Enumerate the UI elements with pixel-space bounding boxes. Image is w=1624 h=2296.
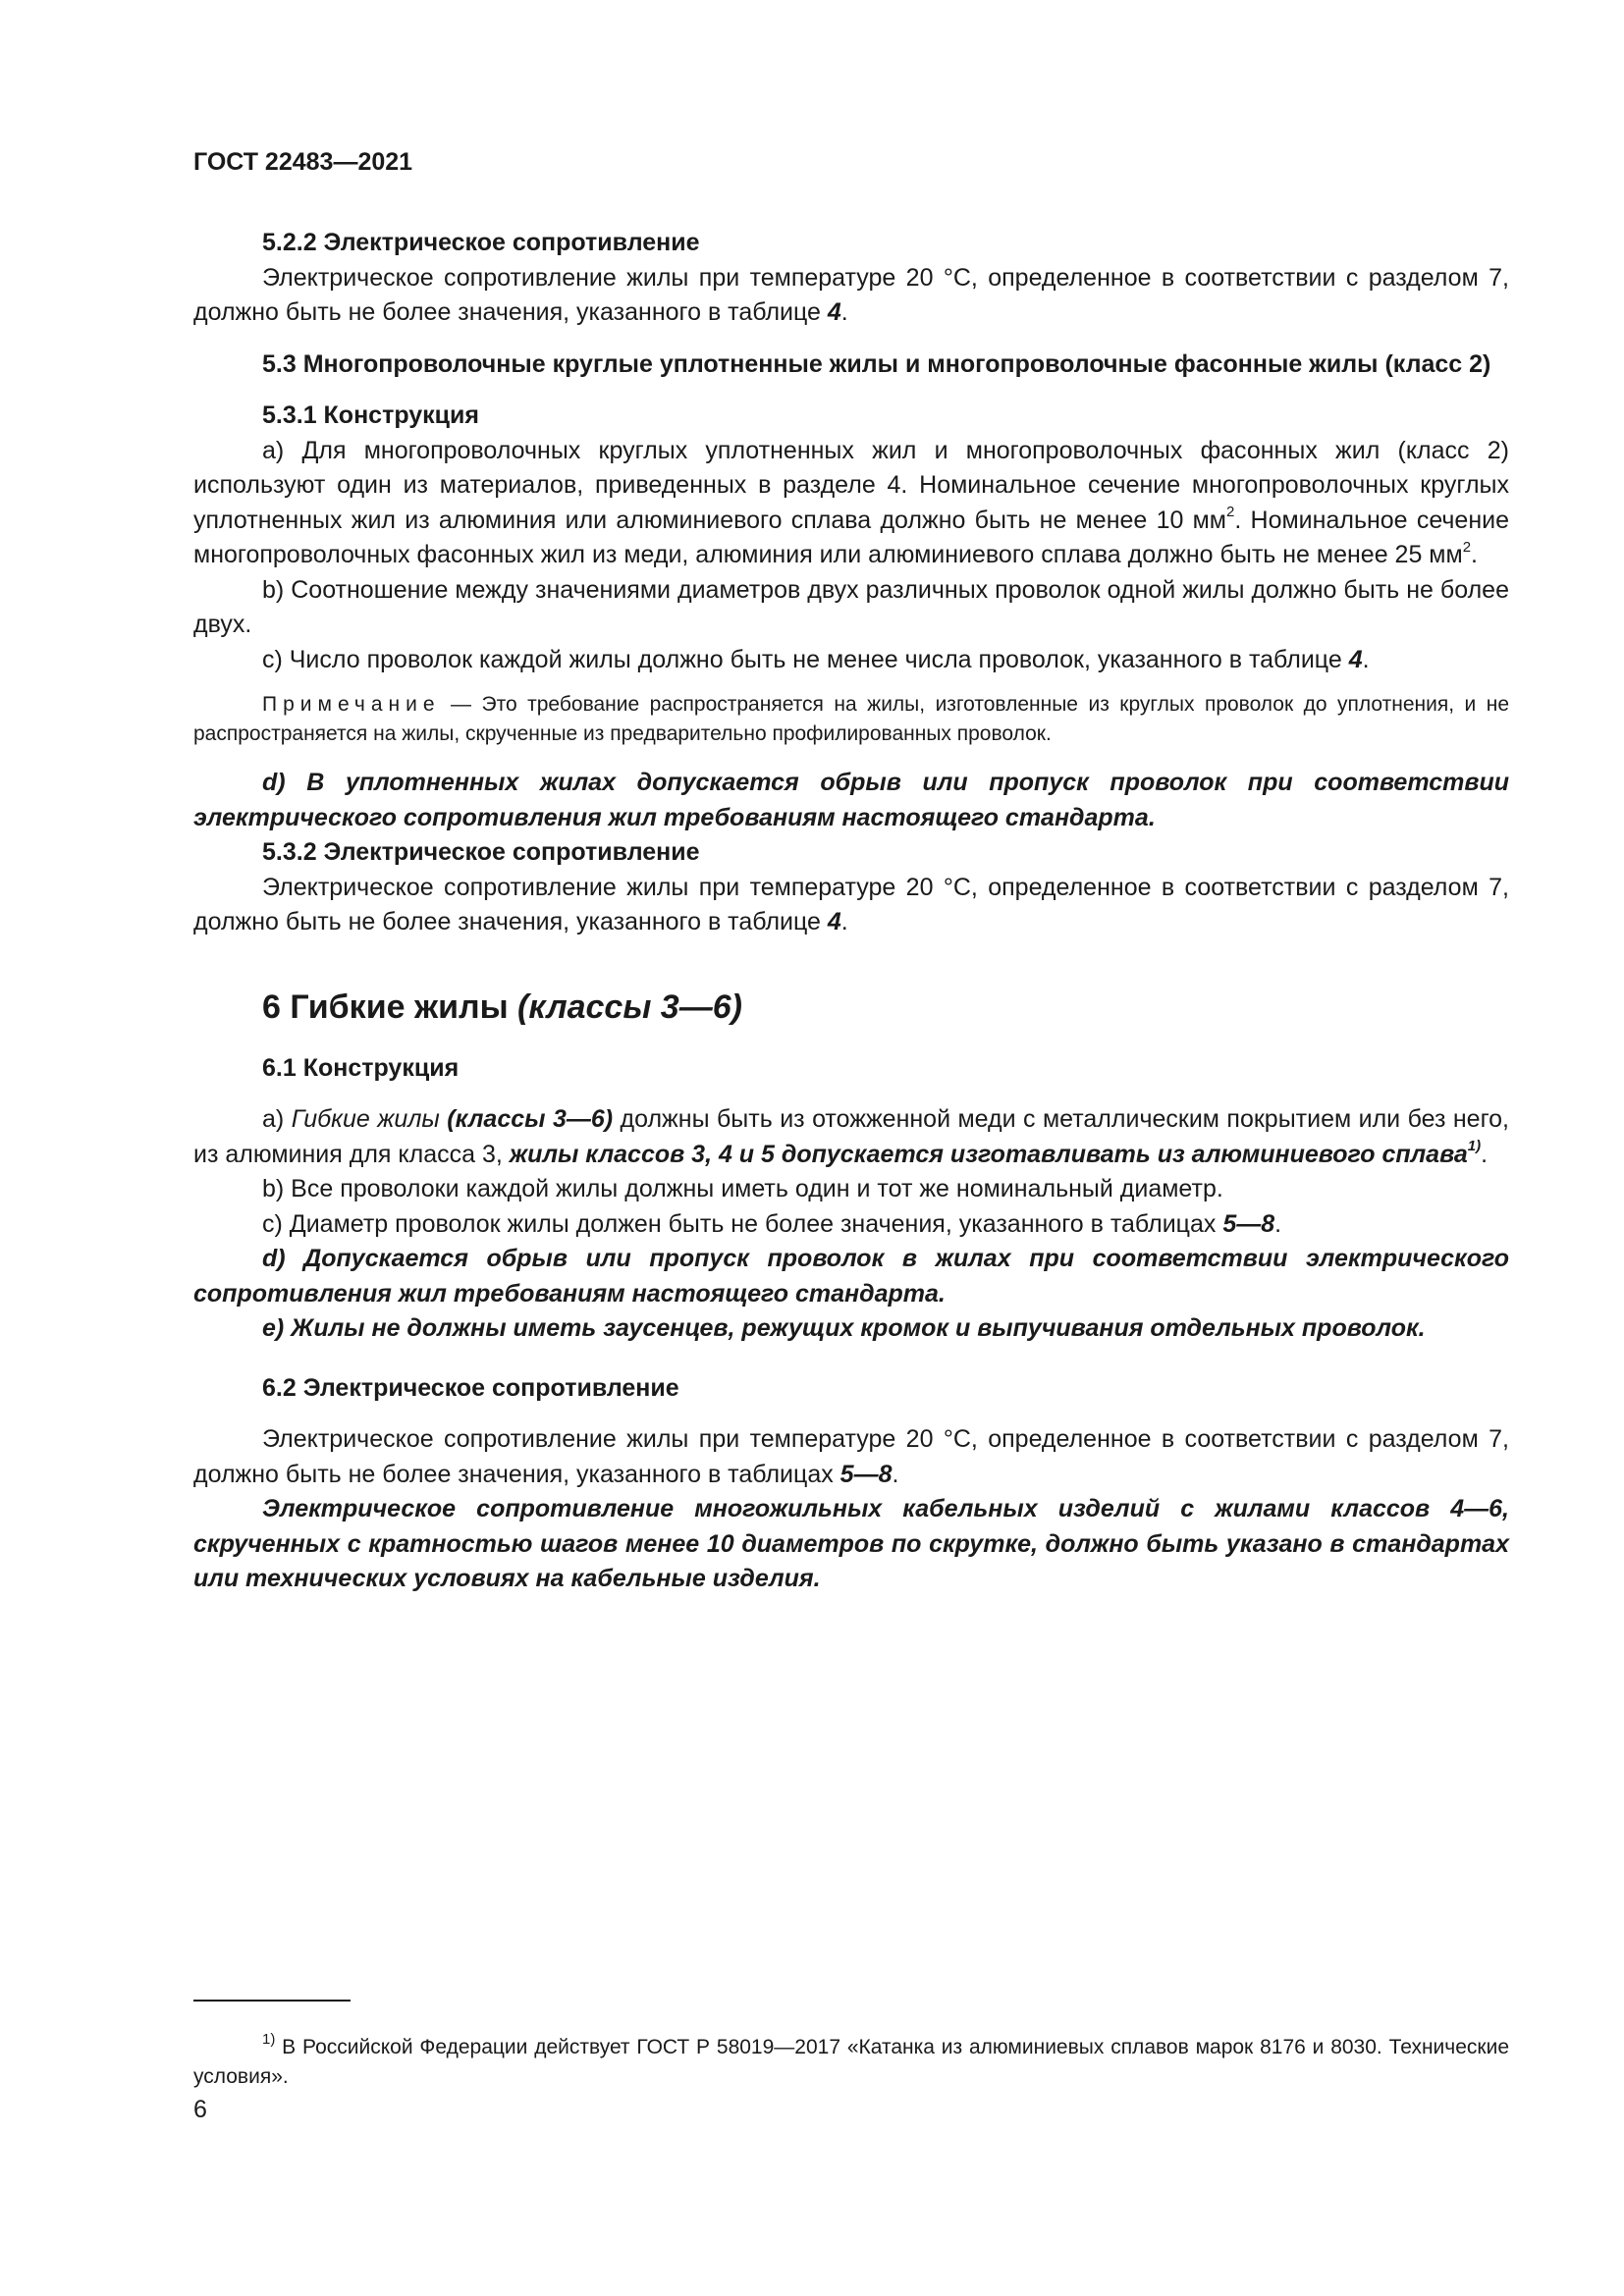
- paragraph-6-1-d: d) Допускается обрыв или пропуск проволок в жилах при соответствии электрического сопротивления жил требованиям настоящего стандарта.: [193, 1245, 1509, 1308]
- heading-5-3: 5.3 Многопроволочные круглые уплотненные жилы и многопроволочные фасонные жилы (класс 2): [262, 349, 1491, 378]
- paragraph-6-2-addition: Электрическое сопротивление многожильных кабельных изделий с жилами классов 4—6, скрученных с кратностью шагов менее 10 диаметров по скрутке, должно быть указано в стандартах или технических условиях на кабельные изделия.: [193, 1495, 1509, 1592]
- note-label: Примечание: [262, 693, 441, 716]
- paragraph-5-3-1-c: c) Число проволок каждой жилы должно быть не менее числа проволок, указанного в таблице 4.: [262, 645, 1370, 673]
- paragraph-5-3-1-d: d) В уплотненных жилах допускается обрыв или пропуск проволок при соответствии электрического сопротивления жил требованиям настоящего стандарта.: [193, 769, 1509, 831]
- table-ref: 4: [827, 298, 841, 326]
- footnote-ref: 1): [1467, 1138, 1482, 1155]
- table-ref: 5—8: [839, 1460, 893, 1488]
- note: Примечание — Это требование распространяется на жилы, изготовленные из круглых проволок до уплотнения, и не распространяется на жилы, скрученные из предварительно профилированных проволок.: [193, 693, 1509, 745]
- heading-5-2-2: 5.2.2 Электрическое сопротивление: [262, 229, 700, 256]
- paragraph-6-1-e: e) Жилы не должны иметь заусенцев, режущих кромок и выпучивания отдельных проволок.: [262, 1314, 1426, 1342]
- table-ref: 5—8: [1222, 1209, 1275, 1238]
- document-body: [193, 226, 1509, 1597]
- heading-6-1: 6.1 Конструкция: [262, 1053, 460, 1082]
- heading-6-2: 6.2 Электрическое сопротивление: [262, 1373, 679, 1402]
- footnote: $^{1)}$ В Российской Федерации действует ГОСТ Р 58019—2017 «Катанка из алюминиевых сплавов марок 8176 и 8030. Технические условия».: [193, 2031, 1509, 2088]
- paragraph-5-3-2: Электрическое сопротивление жилы при температуре 20 °С, определенное в соответствии с разделом 7, должно быть не более значения, указанного в таблице 4.: [193, 873, 1509, 935]
- paragraph-6-1-a: a) Гибкие жилы (классы 3—6) должны быть из отожженной меди с металлическим покрытием или без него, из алюминия для класса 3, жилы классов 3, 4 и 5 допускается изготавливать из алюминиевого сплава$^{1)}$.: [193, 1105, 1510, 1168]
- page-number: 6: [193, 2096, 207, 2123]
- footnote-mark: 1): [262, 2031, 276, 2048]
- footnote-separator: [193, 2000, 351, 2002]
- paragraph-6-2: Электрическое сопротивление жилы при температуре 20 °С, определенное в соответствии с разделом 7, должно быть не более значения, указанного в таблицах 5—8.: [193, 1425, 1509, 1488]
- paragraph-6-1-b: b) Все проволоки каждой жилы должны иметь один и тот же номинальный диаметр.: [262, 1175, 1223, 1202]
- table-ref: 4: [1348, 645, 1363, 673]
- paragraph-6-1-c: c) Диаметр проволок жилы должен быть не более значения, указанного в таблицах 5—8.: [262, 1209, 1282, 1238]
- table-ref: 4: [827, 908, 841, 935]
- paragraph-5-3-1-a: a) Для многопроволочных круглых уплотненных жил и многопроволочных фасонных жил (класс 2) используют один из материалов, приведенных в разделе 4. Номинальное сечение многопроволочных круглых уплотненных жил из алюминия или алюминиевого сплава должно быть не менее 10 $мм^2$. Номинальное сечение многопроволочных фасонных жил из меди, алюминия или алюминиевого сплава должно быть не менее 25 $мм^2$.: [193, 436, 1510, 568]
- heading-5-3-2: 5.3.2 Электрическое сопротивление: [262, 838, 700, 866]
- section-6-title: 6 Гибкие жилы (классы 3—6): [262, 988, 742, 1026]
- paragraph-5-2-2: Электрическое сопротивление жилы при температуре 20 °С, определенное в соответствии с разделом 7, должно быть не более значения, указанного в таблице 4.: [193, 263, 1509, 326]
- document-header: ГОСТ 22483—2021: [193, 148, 413, 176]
- heading-5-3-1: 5.3.1 Конструкция: [262, 401, 480, 429]
- paragraph-5-3-1-b: b) Соотношение между значениями диаметров двух различных проволок одной жилы должно быть не более двух.: [193, 575, 1509, 638]
